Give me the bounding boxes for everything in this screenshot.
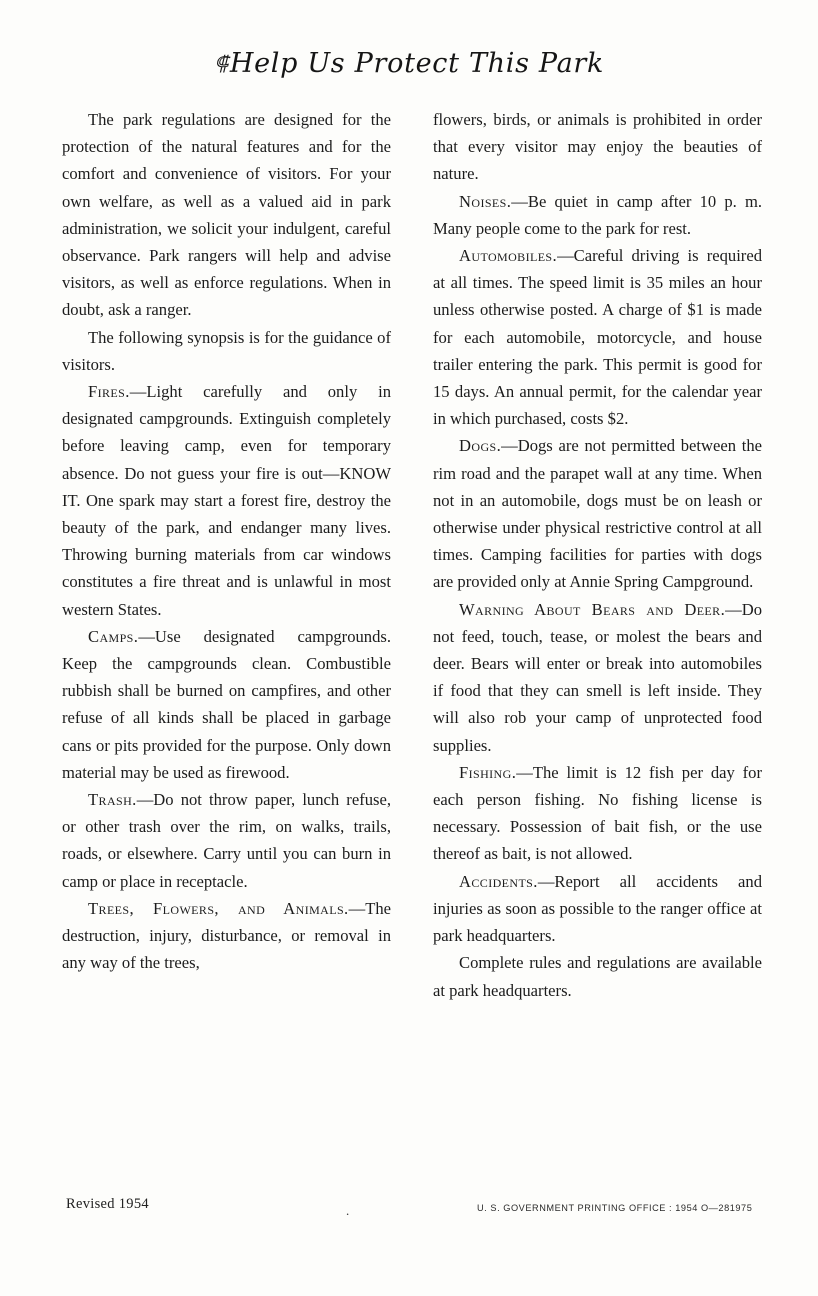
paragraph <box>62 786 391 895</box>
paragraph-text: —Dogs are not permitted between the rim road and the parapet wall at any time. When not in an automobile, dogs must be on leash or otherwise under physical restrictive control at all times. Camping facilities for parties with dogs are provided only at Annie Spring Campground. <box>433 436 762 592</box>
paragraph-text: The following synopsis is for the guidance of visitors. <box>62 327 391 374</box>
column-right <box>433 106 762 1004</box>
paragraph-lead: Automobiles. <box>459 246 558 266</box>
paragraph-lead: Trees, Flowers, and Animals. <box>88 898 349 918</box>
paragraph-text: —Light carefully and only in designated campgrounds. Extinguish completely before leaving camp, even for temporary absence. Do not guess your fire is out—KNOW IT. One spark may start a forest fire, destroy the beauty of the park, and endanger many lives. Throwing burning materials from car windows constitutes a fire threat and is unlawful in most western States. <box>62 382 391 619</box>
paragraph <box>62 895 391 977</box>
paragraph <box>62 324 391 378</box>
paragraph-text: Complete rules and regulations are available at park headquarters. <box>433 953 762 1000</box>
paragraph-lead: Fishing. <box>459 762 517 782</box>
paragraph-lead: Accidents. <box>459 871 538 891</box>
paragraph-lead: Trash. <box>88 790 137 810</box>
paragraph <box>62 378 391 623</box>
paragraph <box>433 868 762 950</box>
page-title-text: Help Us Protect This Park <box>229 48 605 79</box>
paragraph-text: —Report all accidents and injuries as soon as possible to the ranger office at park headquarters. <box>433 871 762 946</box>
paragraph-text: flowers, birds, or animals is prohibited in order that every visitor may enjoy the beauties of nature. <box>433 110 762 184</box>
paragraph-lead: Camps. <box>88 626 139 646</box>
paragraph-text: —Be quiet in camp after 10 p. m. Many people come to the park for rest. <box>433 191 762 238</box>
paragraph <box>433 432 762 595</box>
paragraph-lead: Dogs. <box>459 436 502 456</box>
text-columns <box>62 106 762 1004</box>
paragraph-lead: Fires. <box>88 382 130 402</box>
paragraph-text: —Careful driving is required at all times. The speed limit is 35 miles an hour unless otherwise posted. A charge of $1 is made for each automobile, motorcycle, and house trailer entering the park. This permit is good for 15 days. An annual permit, for the calendar year in which purchased, costs $2. <box>433 246 762 429</box>
column-left <box>62 106 391 1004</box>
paragraph <box>62 106 391 324</box>
paragraph-text: The park regulations are designed for the protection of the natural features and for the comfort and convenience of visitors. For your own welfare, as well as a valued aid in park administration, we solicit your indulgent, careful observance. Park rangers will help and advise visitors, as well as enforce regulations. When in doubt, ask a ranger. <box>62 110 391 320</box>
footer-printing-office: U. S. GOVERNMENT PRINTING OFFICE : 1954 O—281975 <box>477 1203 753 1213</box>
title-lead-mark: ⸿ <box>213 51 229 75</box>
paragraph <box>62 623 391 786</box>
paragraph-lead: Warning About Bears and Deer. <box>459 599 726 619</box>
paragraph-text: —Do not throw paper, lunch refuse, or other trash over the rim, on walks, trails, roads, or elsewhere. Carry until you can burn in camp or place in receptacle. <box>62 790 391 891</box>
paragraph-text: —The destruction, injury, disturbance, or removal in any way of the trees, <box>62 898 391 973</box>
paragraph-text: —Use designated campgrounds. Keep the campgrounds clean. Combustible rubbish shall be burned on campfires, and other refuse of all kinds shall be placed in garbage cans or pits provided for the purpose. Only down material may be used as firewood. <box>62 626 391 782</box>
paragraph-text: —The limit is 12 fish per day for each person fishing. No fishing license is necessary. Possession of bait fish, or the use thereof as bait, is not allowed. <box>433 762 762 864</box>
paragraph <box>433 759 762 868</box>
footer-revision: Revised 1954 <box>66 1196 149 1212</box>
page-title <box>0 48 818 79</box>
paragraph <box>433 949 762 1003</box>
paragraph <box>433 596 762 759</box>
paragraph-lead: Noises. <box>459 191 512 211</box>
paragraph <box>433 106 762 188</box>
paragraph <box>433 188 762 242</box>
paragraph <box>433 242 762 432</box>
paragraph-text: —Do not feed, touch, tease, or molest the bears and deer. Bears will enter or break into automobiles if food that they can smell is left inside. They will also rob your camp of unprotected food supplies. <box>433 599 762 755</box>
footer-center-mark: . <box>346 1203 350 1218</box>
